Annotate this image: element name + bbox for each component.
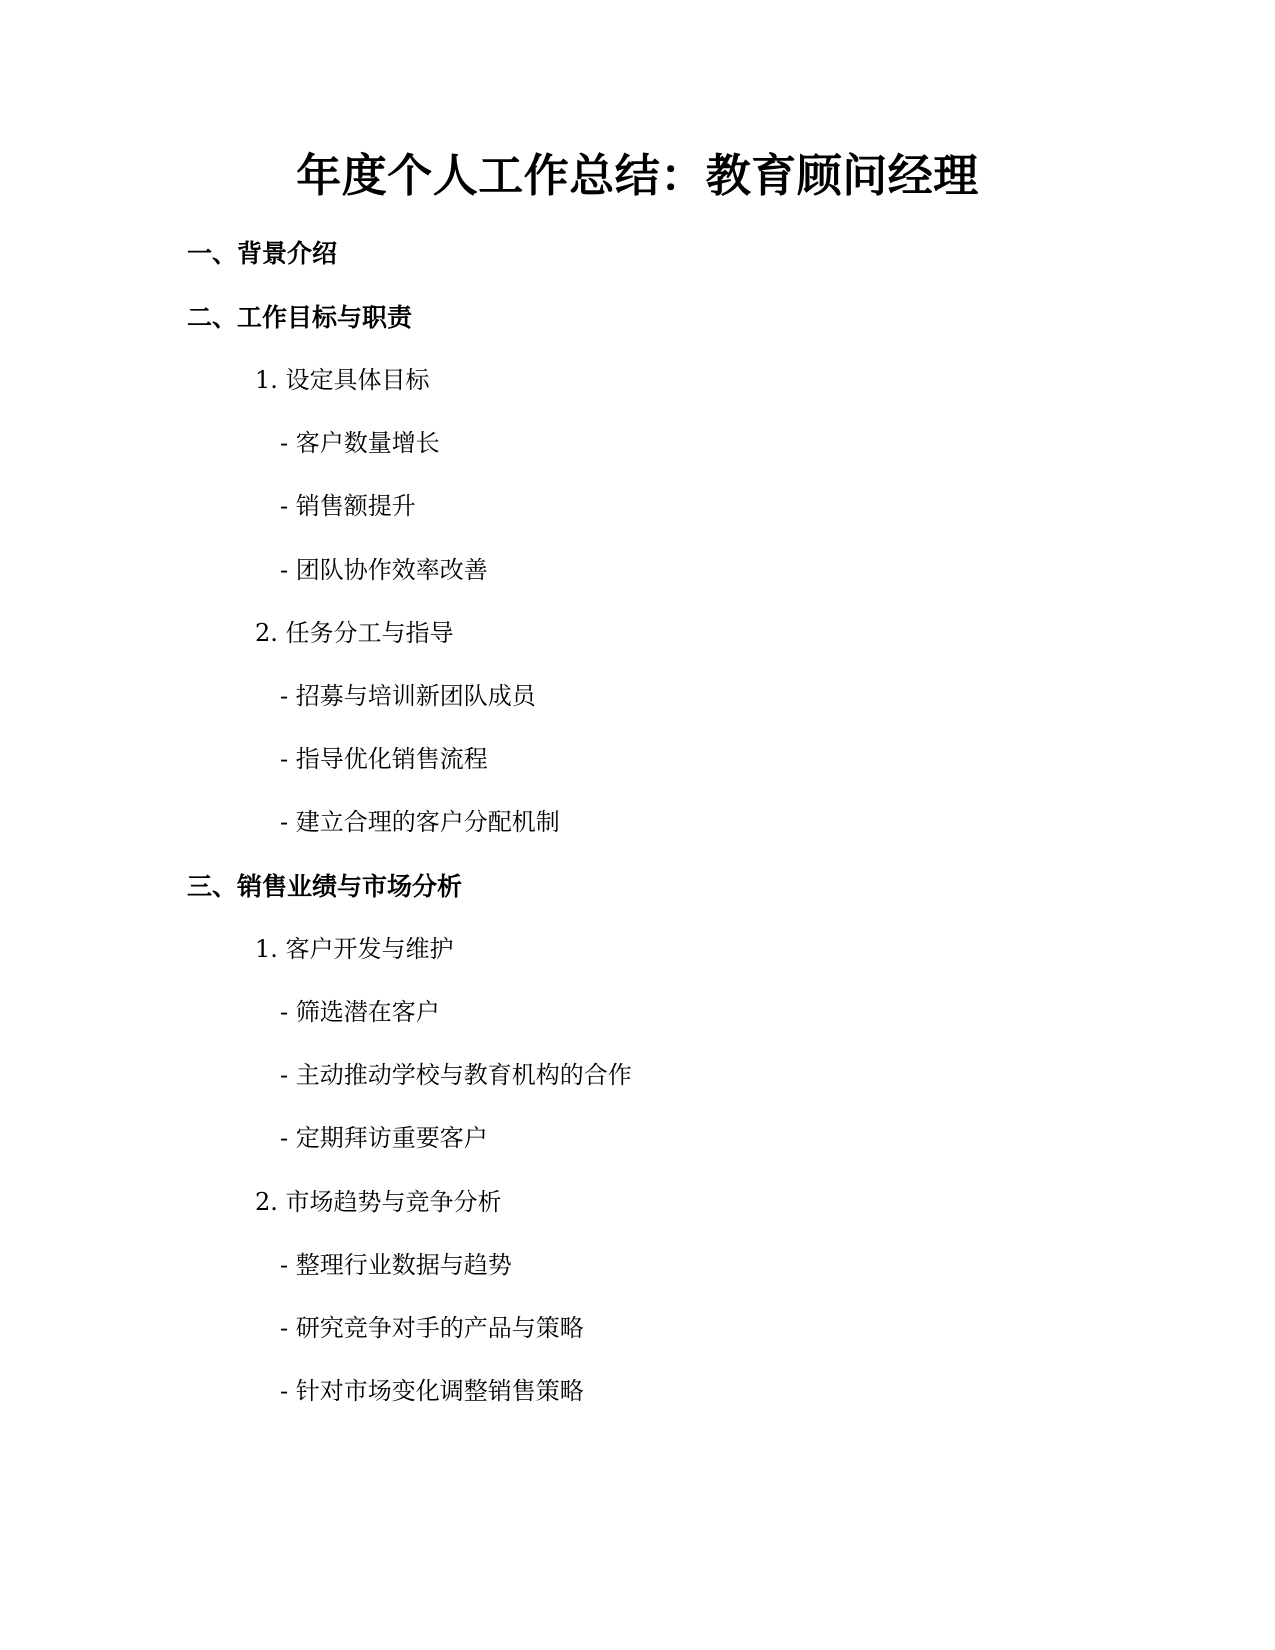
list-subitem: - 销售额提升 [280,492,416,520]
list-subitem: - 针对市场变化调整销售策略 [280,1377,584,1405]
list-subitem: - 客户数量增长 [280,429,440,457]
list-subitem: - 整理行业数据与趋势 [280,1251,512,1279]
section-heading-sales: 三、销售业绩与市场分析 [187,872,463,901]
list-item-task-assignment: 2. 任务分工与指导 [255,619,454,647]
list-subitem: - 研究竞争对手的产品与策略 [280,1314,584,1342]
list-subitem: - 定期拜访重要客户 [280,1124,488,1152]
section-heading-background: 一、背景介绍 [187,239,338,268]
section-heading-goals: 二、工作目标与职责 [187,303,413,332]
list-subitem: - 筛选潜在客户 [280,998,440,1026]
list-subitem: - 招募与培训新团队成员 [280,682,536,710]
list-subitem: - 建立合理的客户分配机制 [280,808,560,836]
list-subitem: - 主动推动学校与教育机构的合作 [280,1061,632,1089]
list-item-client-development: 1. 客户开发与维护 [255,935,454,963]
list-item-market-analysis: 2. 市场趋势与竞争分析 [255,1188,502,1216]
list-subitem: - 指导优化销售流程 [280,745,488,773]
list-item-set-goals: 1. 设定具体目标 [255,366,430,394]
document-title: 年度个人工作总结：教育顾问经理 [296,149,979,202]
list-subitem: - 团队协作效率改善 [280,556,488,584]
